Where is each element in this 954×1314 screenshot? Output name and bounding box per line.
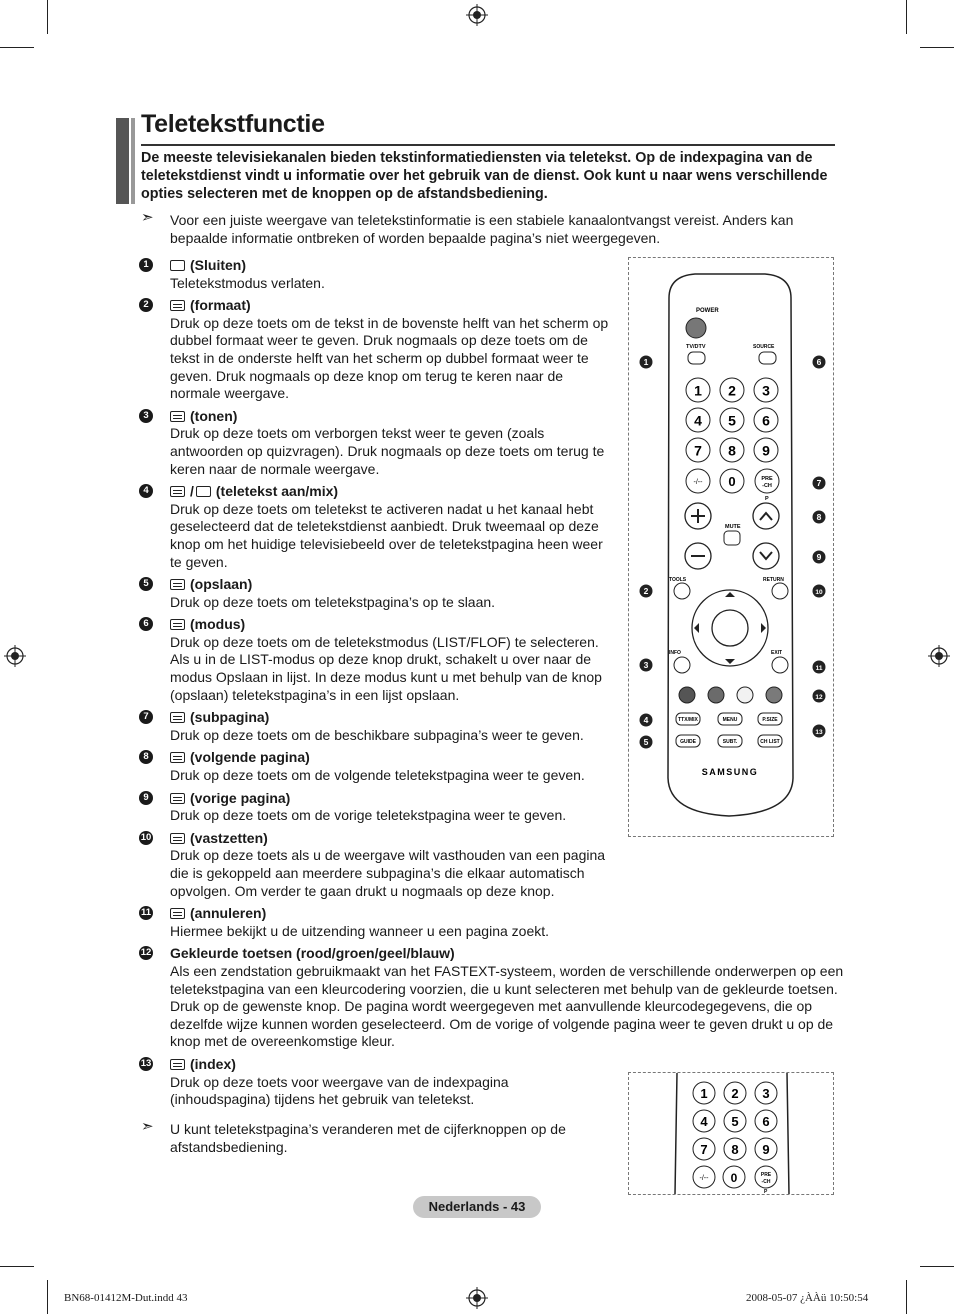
item-number: 4: [139, 484, 153, 498]
digit-label: 6: [762, 1113, 770, 1129]
channel-up-button[interactable]: [753, 503, 779, 529]
item-number: 8: [139, 750, 153, 764]
list-item: [141, 945, 860, 1051]
registration-mark-icon: [466, 4, 488, 26]
digit-label: 1: [700, 1085, 708, 1101]
callout-number: 4: [643, 715, 649, 725]
green-button[interactable]: [708, 687, 724, 703]
menu-label: MENU: [722, 717, 738, 723]
hold-icon: [170, 833, 185, 844]
ttx-label: TTX/MIX: [678, 717, 698, 723]
callout-number: 6: [816, 357, 822, 367]
source-button[interactable]: [759, 352, 776, 364]
item-body: Druk op deze toets als u de weergave wilt vasthouden van een pagina die is gekoppeld aan meerdere subpagina’s die elkaar automatisch opvolgen. Om verder te gaan drukt u nogmaals op deze knop.: [170, 847, 606, 899]
mix-icon: [196, 486, 211, 497]
item-heading: (formaat): [190, 297, 251, 314]
registration-mark-icon: [4, 645, 26, 667]
list-item: [141, 709, 611, 744]
channel-down-button[interactable]: [753, 543, 779, 569]
digit-label: 9: [762, 1141, 770, 1157]
digit-label: 3: [762, 1085, 770, 1101]
digit-label: 7: [700, 1141, 708, 1157]
red-button[interactable]: [679, 687, 695, 703]
page-down-icon: [170, 793, 185, 804]
item-heading: (index): [190, 1055, 236, 1072]
item-number: 6: [139, 617, 153, 631]
item-body: Druk op deze toets voor weergave van de indexpagina (inhoudspagina) tijdens het gebruik van teletekst.: [170, 1073, 509, 1108]
crop-mark: [920, 1266, 954, 1267]
digit-label: 7: [694, 442, 702, 459]
item-heading: (opslaan): [190, 576, 253, 593]
callout-number: 1: [643, 357, 649, 367]
callout-number: 8: [816, 512, 822, 522]
item-heading: (Sluiten): [190, 257, 246, 273]
remote-illustration: [629, 258, 833, 836]
digit-label: 2: [731, 1085, 739, 1101]
dash-label: -/--: [693, 479, 703, 486]
page-footer: Nederlands - 43: [413, 1196, 541, 1218]
item-body: Als een zendstation gebruikmaakt van het FASTEXT-systeem, worden de verschillende onderwerpen op een teletekstpagina van een kleurcodering voorzien, die u kunt selecteren met behulp van de gekleurde toetsen. Druk op de gewenste knop. De pagina wordt weergegeven met aanvullende kleurcodegegevens, die op dezelfde wijze kunnen worden geselecteerd. Om de vorige of volgende pagina weer te geven drukt u op de knop met de overeenkomstige kleur.: [170, 962, 844, 1050]
item-body: Hiermee bekijkt u de uitzending wanneer u een pagina zoekt.: [170, 922, 550, 939]
exit-button[interactable]: [772, 657, 788, 673]
list-item: [141, 830, 611, 900]
info-button[interactable]: [674, 657, 690, 673]
remote-keypad-illustration: [629, 1073, 833, 1194]
source-label: SOURCE: [753, 344, 775, 350]
zero-label: 0: [728, 474, 736, 489]
yellow-button[interactable]: [737, 687, 753, 703]
digit-label: 2: [728, 382, 736, 399]
list-item: 4 / (teletekst aan/mix) Druk op deze toets om teletekst te activeren nadat u het kanaal hebt geselecteerd dat de teletekstdienst aanbiedt. Druk tweemaal op deze knop om het huidige televisiebeeld over de teletekstpagina heen weer te geven.: [141, 483, 611, 571]
tvdtv-button[interactable]: [688, 352, 705, 364]
callout-number: 2: [643, 586, 649, 596]
prech-label-2: -CH: [761, 1179, 771, 1185]
item-number: 2: [139, 298, 153, 312]
brand-logo: SAMSUNG: [701, 767, 759, 777]
list-item: [141, 749, 611, 784]
digit-label: 4: [694, 412, 702, 429]
mute-button[interactable]: [724, 531, 740, 545]
crop-mark: [906, 0, 907, 34]
item-number: 13: [140, 1057, 152, 1069]
item-body: Druk op deze toets om teletekstpagina’s op te slaan.: [170, 593, 496, 610]
tvdtv-label: TV/DTV: [686, 344, 706, 350]
size-icon: [170, 300, 185, 311]
digit-label: 5: [731, 1113, 739, 1129]
psize-label: P.SIZE: [762, 717, 778, 723]
note-top: [141, 209, 830, 247]
store-icon: [170, 579, 185, 590]
p-label: P: [765, 496, 769, 502]
item-body: Druk op deze toets om de volgende teletekstpagina weer te geven.: [170, 767, 585, 784]
page-up-icon: [170, 752, 185, 763]
power-label: POWER: [696, 308, 719, 314]
item-number: 3: [139, 409, 153, 423]
mute-label: MUTE: [725, 524, 741, 530]
item-body: Druk op deze toets om verborgen tekst weer te geven (zoals antwoorden op quizvragen). Druk nogmaals op deze toets om terug te keren naar de normale weergave.: [170, 425, 605, 477]
crop-mark: [0, 47, 34, 48]
note-arrow-icon: ➣: [141, 209, 154, 226]
note-text: U kunt teletekstpagina’s veranderen met de cijferknoppen op de afstandsbediening.: [170, 1121, 566, 1155]
subt-label: SUBT.: [722, 739, 738, 745]
digit-label: 8: [728, 442, 736, 459]
page-title: Teletekstfunctie: [141, 110, 325, 138]
item-heading: (vorige pagina): [190, 789, 291, 806]
note-text: Voor een juiste weergave van teletekstinformatie is een stabiele kanaalontvangst vereist. Anders kan bepaalde informatie ontbreken of worden bepaalde pagina’s niet weergegeven.: [170, 212, 794, 246]
callout-number: 13: [815, 729, 823, 736]
cancel-icon: [170, 908, 185, 919]
p-label: P: [764, 1189, 768, 1194]
registration-mark-icon: [928, 645, 950, 667]
crop-mark: [906, 1280, 907, 1314]
return-label: RETURN: [763, 577, 784, 583]
enter-button[interactable]: [712, 610, 748, 646]
zero-label: 0: [730, 1171, 738, 1185]
crop-mark: [47, 0, 48, 34]
list-item: [141, 790, 611, 825]
intro-paragraph: De meeste televisiekanalen bieden tekstinformatiediensten via teletekst. Op de indexpagina van de teletekstdienst vindt u informatie over het gebruik van de dienst. Ook kunt u naar wens verschillende opties selecteren met de knoppen op de afstandsbediening.: [141, 150, 828, 202]
list-item: [141, 576, 611, 611]
item-body: Druk op deze toets om de tekst in de bovenste helft van het scherm op dubbel formaat weer te geven. Druk nogmaals op deze toets om de tekst in de onderste helft van het scherm op dubbel formaat weer te geven. Druk nogmaals op deze knop om terug te keren naar de normale weergave.: [170, 314, 609, 402]
item-body: Teletekstmodus verlaten.: [170, 274, 325, 291]
digit-label: 9: [762, 442, 770, 459]
slug-right: 2008-05-07 ¿ÀÀü 10:50:54: [746, 1292, 869, 1304]
mode-icon: [170, 619, 185, 630]
list-item: [141, 257, 611, 292]
item-number: 10: [140, 831, 152, 843]
item-body: Druk op deze toets om teletekst te activeren nadat u het kanaal hebt geselecteerd dat de teletekstdienst aanbiedt. Druk tweemaal op deze knop om het huidige televisiebeeld over de teletekstpagina heen weer te geven.: [170, 500, 603, 570]
list-item: [141, 905, 611, 940]
chlist-label: CH LIST: [760, 739, 780, 745]
item-heading: (volgende pagina): [190, 749, 310, 766]
prech-label-2: -CH: [762, 483, 772, 489]
callout-number: 3: [643, 660, 649, 670]
item-heading: Gekleurde toetsen (rood/groen/geel/blauw): [170, 945, 455, 962]
callout-number: 9: [816, 552, 822, 562]
item-body: Druk op deze toets om de vorige teletekstpagina weer te geven.: [170, 807, 567, 824]
title-rule: [141, 144, 835, 146]
blue-button[interactable]: [766, 687, 782, 703]
prech-label: PRE: [761, 476, 773, 482]
item-number: 9: [139, 791, 153, 805]
item-number: 11: [140, 907, 152, 919]
callout-number: 7: [816, 478, 822, 488]
exit-label: EXIT: [771, 650, 783, 656]
item-number: 5: [139, 577, 153, 591]
guide-label: GUIDE: [680, 739, 696, 745]
title-accent-bar: [131, 118, 135, 204]
sub-page-icon: [170, 712, 185, 723]
callout-number: 5: [643, 737, 649, 747]
exit-icon: [170, 260, 185, 271]
callout-number: 11: [815, 665, 823, 672]
note-bottom: [141, 1118, 590, 1156]
crop-mark: [0, 1266, 34, 1267]
item-number: 12: [140, 947, 152, 959]
digit-label: 5: [728, 412, 736, 429]
teletext-icon: [170, 486, 185, 497]
list-item: [141, 1056, 540, 1109]
list-item: [141, 408, 611, 478]
callout-number: 10: [815, 589, 823, 596]
tools-button[interactable]: [674, 583, 690, 599]
remote-keypad-frame: [628, 1072, 834, 1195]
digit-label: 4: [700, 1113, 708, 1129]
item-heading: (modus): [190, 616, 246, 633]
dash-label: -/--: [699, 1175, 709, 1182]
registration-mark-icon: [466, 1287, 488, 1309]
power-button[interactable]: [686, 318, 706, 338]
crop-mark: [920, 47, 954, 48]
note-arrow-icon: ➣: [141, 1118, 154, 1135]
item-number: 1: [139, 258, 153, 272]
title-accent-bar: [116, 118, 129, 204]
item-heading: (annuleren): [190, 905, 267, 922]
index-icon: [170, 1059, 185, 1070]
return-button[interactable]: [772, 583, 788, 599]
digit-label: 3: [762, 382, 770, 399]
tools-label: TOOLS: [669, 577, 687, 583]
item-heading: (tonen): [190, 407, 238, 424]
list-item: [141, 297, 611, 403]
item-heading: (teletekst aan/mix): [215, 483, 339, 500]
crop-mark: [47, 1280, 48, 1314]
reveal-icon: [170, 411, 185, 422]
item-number: 7: [139, 710, 153, 724]
slug-left: BN68-01412M-Dut.indd 43: [64, 1292, 188, 1304]
digit-label: 8: [731, 1141, 739, 1157]
digit-label: 6: [762, 412, 770, 429]
prech-label: PRE: [760, 1172, 772, 1178]
item-body: Druk op deze toets om de beschikbare subpagina’s weer te geven.: [170, 726, 584, 743]
item-heading: (vastzetten): [190, 829, 268, 846]
item-heading: (subpagina): [190, 709, 270, 726]
digit-label: 1: [694, 382, 702, 399]
remote-illustration-frame: [628, 257, 834, 837]
list-item: [141, 616, 611, 704]
item-body: Druk op deze toets om de teletekstmodus (LIST/FLOF) te selecteren. Als u in de LIST-modus op deze knop drukt, schakelt u over naar de modus Opslaan in lijst. In deze modus kunt u met behulp van de knop (opslaan) teletekstpagina’s in een lijst opslaan.: [170, 633, 602, 703]
info-label: INFO: [669, 650, 681, 656]
callout-number: 12: [815, 694, 823, 701]
